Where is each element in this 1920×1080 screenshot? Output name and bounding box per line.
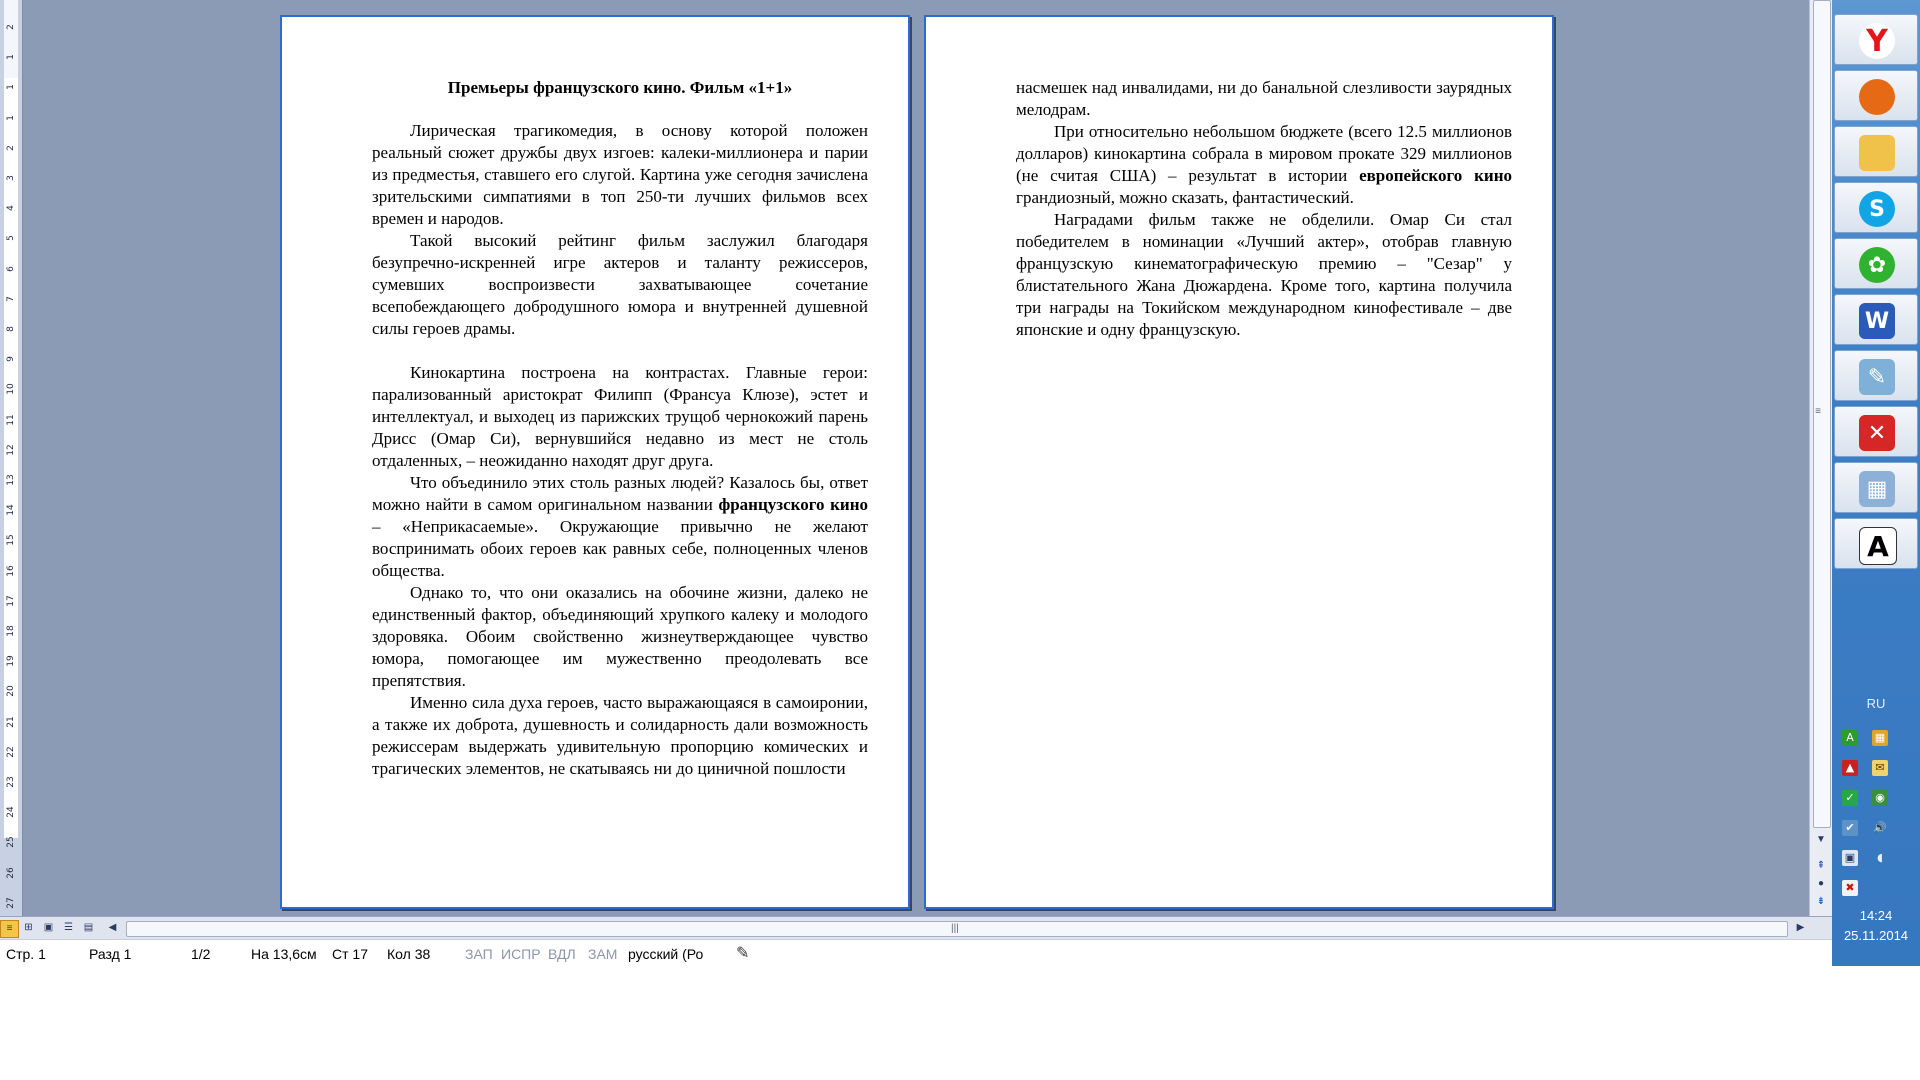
tray-check-icon[interactable]: ✓: [1842, 790, 1858, 806]
normal-view-icon[interactable]: ≡: [0, 920, 19, 938]
horizontal-bar: [0, 916, 1832, 939]
scroll-right-arrow-icon[interactable]: ▶: [1796, 922, 1805, 933]
launcher-file-explorer-button[interactable]: [1834, 126, 1918, 177]
tray-update-icon[interactable]: ✔: [1842, 820, 1858, 836]
launcher-word-button[interactable]: [1834, 294, 1918, 345]
tray-network-computer-icon[interactable]: ▣: [1842, 850, 1858, 866]
ruler-tick-label: 3: [6, 175, 16, 181]
tray-pdf-icon[interactable]: ▲: [1842, 760, 1858, 776]
paragraph: Такой высокий рейтинг фильм заслужил благодаря безупречно-искренней игре актеров и таланту режиссеров, сумевших воспроизвести захватывающее сочетание всепобеждающего добродушного юмора и внутренней душевной силы героев драмы.: [372, 231, 868, 338]
ruler-tick-label: 7: [6, 295, 16, 302]
ruler-tick-label: 2: [6, 24, 16, 30]
ruler-tick-label: 13: [6, 474, 16, 486]
status-record-macro[interactable]: ЗАП: [465, 946, 493, 962]
document-title: Премьеры французского кино. Фильм «1+1»: [447, 78, 793, 97]
reading-view-icon[interactable]: ▤: [83, 922, 94, 933]
bold-text: европейского кино: [1359, 166, 1512, 185]
word-icon: W: [1859, 303, 1895, 339]
ruler-tick-label: 21: [6, 715, 16, 728]
launcher-pdf-reader-button[interactable]: [1834, 406, 1918, 457]
tray-disconnected-icon[interactable]: ✖: [1842, 880, 1858, 896]
vertical-scrollbar[interactable]: [1809, 0, 1832, 916]
status-track-changes[interactable]: ИСПР: [501, 946, 541, 962]
launcher-icq-button[interactable]: [1834, 238, 1918, 289]
font-viewer-icon: A: [1859, 527, 1897, 565]
ruler-margin-top: [4, 0, 18, 78]
paragraph: Лирическая трагикомедия, в основу которой положен реальный сюжет дружбы двух изгоев: калеки-миллионера и парии из предместья, ставшего его слугой. Картина уже сегодня зачислена зрительскими симпатиями в топ 250-ти лучших фильмов всех времен и народов.: [372, 121, 868, 228]
paragraph: Однако то, что они оказались на обочине жизни, далеко не единственный фактор, объединяющий хрупкого калеку и молодого здоровяка. Обоим свойственно жизнеутверждающее чувство юмора, помогающее им мужественно преодолевать все препятствия.: [372, 583, 868, 690]
ruler-tick-label: 8: [6, 326, 16, 332]
status-language[interactable]: русский (Ро: [628, 946, 704, 962]
tray-speaker-icon[interactable]: 🔊: [1873, 821, 1887, 834]
yandex-browser-icon: Y: [1859, 23, 1895, 59]
ruler-tick-label: 16: [6, 564, 16, 577]
ruler-tick-label: 24: [6, 806, 16, 818]
clock[interactable]: [1832, 906, 1920, 946]
tray-mail-icon[interactable]: ✉: [1872, 760, 1888, 776]
next-page-icon[interactable]: ⇟: [1816, 896, 1826, 907]
ruler-tick-label: 6: [6, 265, 16, 272]
launcher-font-viewer-button[interactable]: [1834, 518, 1918, 569]
paragraph-text: грандиозный, можно сказать, фантастический.: [1016, 188, 1354, 207]
ruler-tick-label: 26: [6, 866, 16, 879]
launcher-yandex-browser-button[interactable]: [1834, 14, 1918, 65]
paragraph: Наградами фильм также не обделили. Омар Си стал победителем в номинации «Лучший актер», отобрав главную французскую кинематографическую премию – "Сезар" у блистательного Жана Дюжардена. Кроме того, картина получила три награды на Токийском международном кинофестивале – две японские и одну французскую.: [1016, 210, 1512, 339]
ruler-tick-label: 14: [6, 504, 16, 516]
status-position[interactable]: На 13,6см: [251, 946, 317, 962]
paint-icon: ✎: [1859, 359, 1895, 395]
ruler-tick-label: 10: [6, 383, 16, 396]
web-view-icon[interactable]: ⊞: [24, 922, 33, 933]
select-browse-object-icon[interactable]: ●: [1817, 878, 1825, 889]
horizontal-scroll-thumb[interactable]: [126, 921, 1788, 937]
page-1[interactable]: [280, 15, 910, 909]
language-indicator[interactable]: RU: [1866, 696, 1886, 711]
bold-text: французского кино: [718, 495, 868, 514]
status-line[interactable]: Ст 17: [332, 946, 368, 962]
tray-nvidia-icon[interactable]: ◉: [1872, 790, 1888, 806]
spelling-check-icon[interactable]: ✎: [736, 945, 750, 962]
tray-app-icon[interactable]: A: [1842, 730, 1858, 746]
scroll-left-arrow-icon[interactable]: ◀: [108, 922, 117, 933]
ruler-tick-label: 11: [6, 413, 16, 426]
page-2-text[interactable]: [1016, 77, 1512, 341]
paragraph-text: – «Неприкасаемые». Окружающие привычно не желают воспринимать обоих героев как равных себе, полноценных членов общества.: [372, 517, 868, 580]
previous-page-icon[interactable]: ⇞: [1816, 860, 1826, 871]
ruler-tick-label: 25: [6, 836, 16, 849]
document-area[interactable]: [23, 0, 1809, 916]
launcher-calculator-button[interactable]: [1834, 462, 1918, 513]
pdf-reader-icon: ✕: [1859, 415, 1895, 451]
paragraph-text: При относительно небольшом бюджете (всего 12.5 миллионов долларов) кинокартина собрала в мировом прокате 329 миллионов (не считая США) – результат в истории: [1016, 122, 1512, 185]
ruler-tick-label: 20: [6, 685, 16, 698]
print-layout-icon[interactable]: ▣: [43, 922, 54, 933]
ruler-tick-label: 15: [6, 534, 16, 547]
page-1-text[interactable]: [372, 77, 868, 780]
skype-icon: S: [1859, 191, 1895, 227]
firefox-icon: [1859, 79, 1895, 115]
launcher-skype-button[interactable]: [1834, 182, 1918, 233]
paragraph: Именно сила духа героев, часто выражающаяся в самоиронии, а также их доброта, душевность и солидарность дали возможность режиссерам выдержать удивительную пропорцию комических и трагических элементов, не скатываясь ни до циничной пошлости: [372, 693, 868, 778]
launcher-paint-button[interactable]: [1834, 350, 1918, 401]
calculator-icon: ▦: [1859, 471, 1895, 507]
scroll-grip-icon: |||: [951, 923, 959, 934]
vertical-ruler[interactable]: [0, 0, 23, 916]
ruler-tick-label: 1: [6, 54, 16, 61]
ruler-tick-label: 27: [6, 897, 16, 909]
paragraph: [372, 472, 868, 582]
ruler-tick-label: 9: [6, 356, 16, 363]
page-2[interactable]: [924, 15, 1554, 909]
empty-line: [372, 340, 868, 362]
status-pages[interactable]: 1/2: [191, 946, 211, 962]
ruler-tick-label: 12: [6, 444, 16, 456]
clock-date: 25.11.2014: [1843, 928, 1909, 943]
ruler-tick-label: 18: [6, 625, 16, 637]
ruler-tick-label: 4: [6, 205, 16, 212]
ruler-tick-label: 22: [6, 746, 16, 758]
ruler-tick-label: 1: [6, 114, 16, 121]
tray-network-icon[interactable]: ▦: [1872, 730, 1888, 746]
ruler-tick-label: 1: [6, 84, 16, 91]
ruler-tick-label: 23: [6, 776, 16, 788]
status-page[interactable]: Стр. 1: [6, 946, 46, 962]
tray-volume-icon[interactable]: ◖: [1877, 851, 1883, 864]
scroll-down-arrow-icon[interactable]: ▼: [1816, 834, 1826, 845]
file-explorer-icon: [1859, 135, 1895, 171]
status-overtype[interactable]: ЗАМ: [588, 946, 618, 962]
outline-view-icon[interactable]: ☰: [64, 922, 73, 933]
clock-time: 14:24: [1859, 908, 1893, 923]
status-section[interactable]: Разд 1: [89, 946, 132, 962]
paragraph: насмешек над инвалидами, ни до банальной слезливости заурядных мелодрам.: [1016, 78, 1512, 119]
icq-icon: ✿: [1859, 247, 1895, 283]
system-tray: [1832, 680, 1920, 966]
status-extend-selection[interactable]: ВДЛ: [548, 946, 576, 962]
paragraph: Кинокартина построена на контрастах. Главные герои: парализованный аристократ Филипп (Франсуа Клюзе), эстет и интеллектуал, и выходец из парижских трущоб чернокожий парень Дрисс (Омар Си), вернувшийся недавно из мест не столь отдаленных, – неожиданно находят друг друга.: [372, 363, 868, 470]
paragraph-text: Что объединило этих столь разных людей? Казалось бы, ответ можно найти в самом оригинальном названии: [372, 473, 868, 514]
scroll-grip-icon: ≡: [1815, 406, 1821, 417]
ruler-tick-label: 5: [6, 235, 16, 242]
paragraph: [1016, 121, 1512, 209]
launcher-firefox-button[interactable]: [1834, 70, 1918, 121]
ruler-tick-label: 19: [6, 655, 16, 667]
ruler-tick-label: 2: [6, 144, 16, 151]
status-column[interactable]: Кол 38: [387, 946, 431, 962]
status-bar: [0, 939, 1832, 966]
ruler-tick-label: 17: [6, 595, 16, 607]
